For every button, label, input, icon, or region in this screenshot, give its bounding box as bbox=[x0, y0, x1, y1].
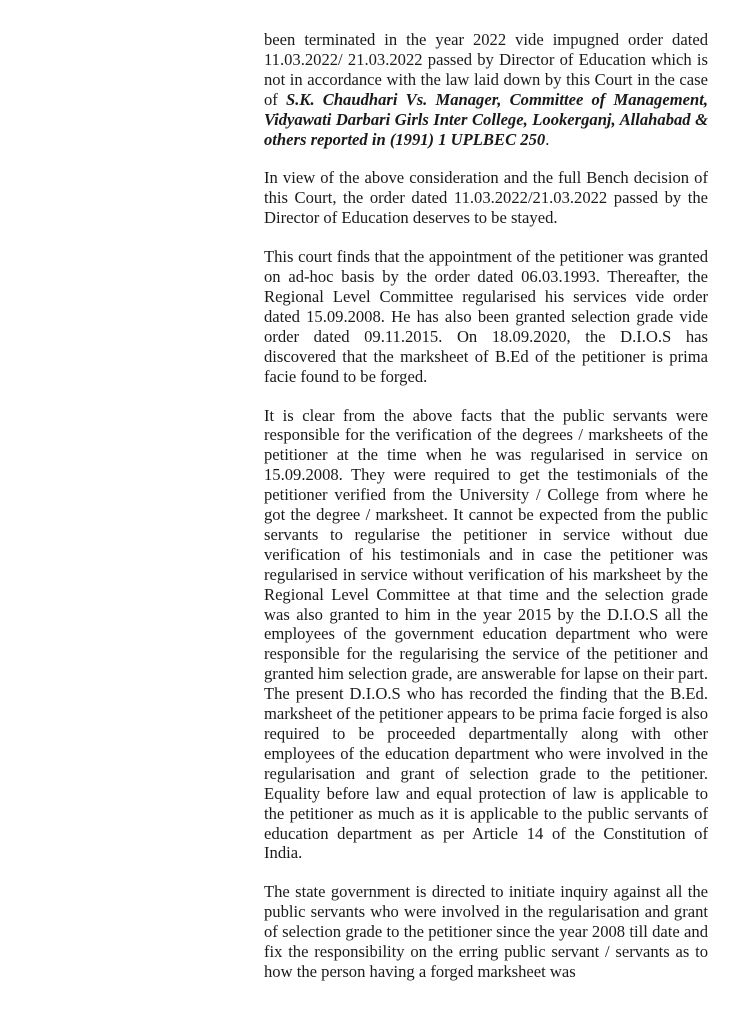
document-body bbox=[264, 30, 708, 1001]
paragraph-text: It is clear from the above facts that the public servants were responsible for the verification of the degrees / marksheets of the petitioner at the time when he was regularised in service on 15.09.2008. They were required to get the testimonials of the petitioner verified from the University / College from where he got the degree / marksheet. It cannot be expected from the public servants to regularise the petitioner in service without due verification of his testimonials and in case the petitioner was regularised in service without verification of his marksheet by the Regional Level Committee at that time and the selection grade was also granted to him in the year 2015 by the D.I.O.S all the employees of the government education department who were responsible for the regularising the service of the petitioner and granted him selection grade, are answerable for lapse on their part. The present D.I.O.S who has recorded the finding that the B.Ed. marksheet of the petitioner appears to be prima facie forged is also required to be proceeded departmentally along with other employees of the education department who were involved in the regularisation and grant of selection grade to the petitioner. Equality before law and equal protection of law is applicable to the petitioner as much as it is applicable to the public servants of education department as per Article 14 of the Constitution of India. bbox=[264, 405, 708, 863]
paragraph-3 bbox=[264, 247, 708, 386]
paragraph-text: The state government is directed to initiate inquiry against all the public servants who were involved in the regularisation and grant of selection grade to the petitioner since the year 2008 till date and fix the responsibility on the erring public servant / servants as to how the person having a forged marksheet was bbox=[264, 882, 708, 981]
paragraph-4 bbox=[264, 406, 708, 864]
paragraph-text: This court finds that the appointment of the petitioner was granted on ad-hoc basis by the order dated 06.03.1993. Thereafter, the Regional Level Committee regularised his services vide order dated 15.09.2008. He has also been granted selection grade vide order dated 09.11.2015. On 18.09.2020, the D.I.O.S has discovered that the marksheet of B.Ed of the petitioner is prima facie found to be forged. bbox=[264, 247, 708, 386]
paragraph-text: been terminated in the year 2022 vide impugned order dated 11.03.2022/ 21.03.2022 passed by Director of Education which is not in accordance with the law laid down by this Court in the case of bbox=[264, 30, 708, 109]
paragraph-1 bbox=[264, 30, 708, 149]
paragraph-text: . bbox=[545, 129, 550, 149]
paragraph-text: In view of the above consideration and the full Bench decision of this Court, the order dated 11.03.2022/21.03.2022 passed by the Director of Education deserves to be stayed. bbox=[264, 168, 708, 228]
case-citation: S.K. Chaudhari Vs. Manager, Committee of Management, Vidyawati Darbari Girls Inter College, Lookerganj, Allahabad & others reported in (1991) 1 UPLBEC 250 bbox=[264, 89, 708, 149]
paragraph-2 bbox=[264, 168, 708, 228]
paragraph-5 bbox=[264, 882, 708, 982]
